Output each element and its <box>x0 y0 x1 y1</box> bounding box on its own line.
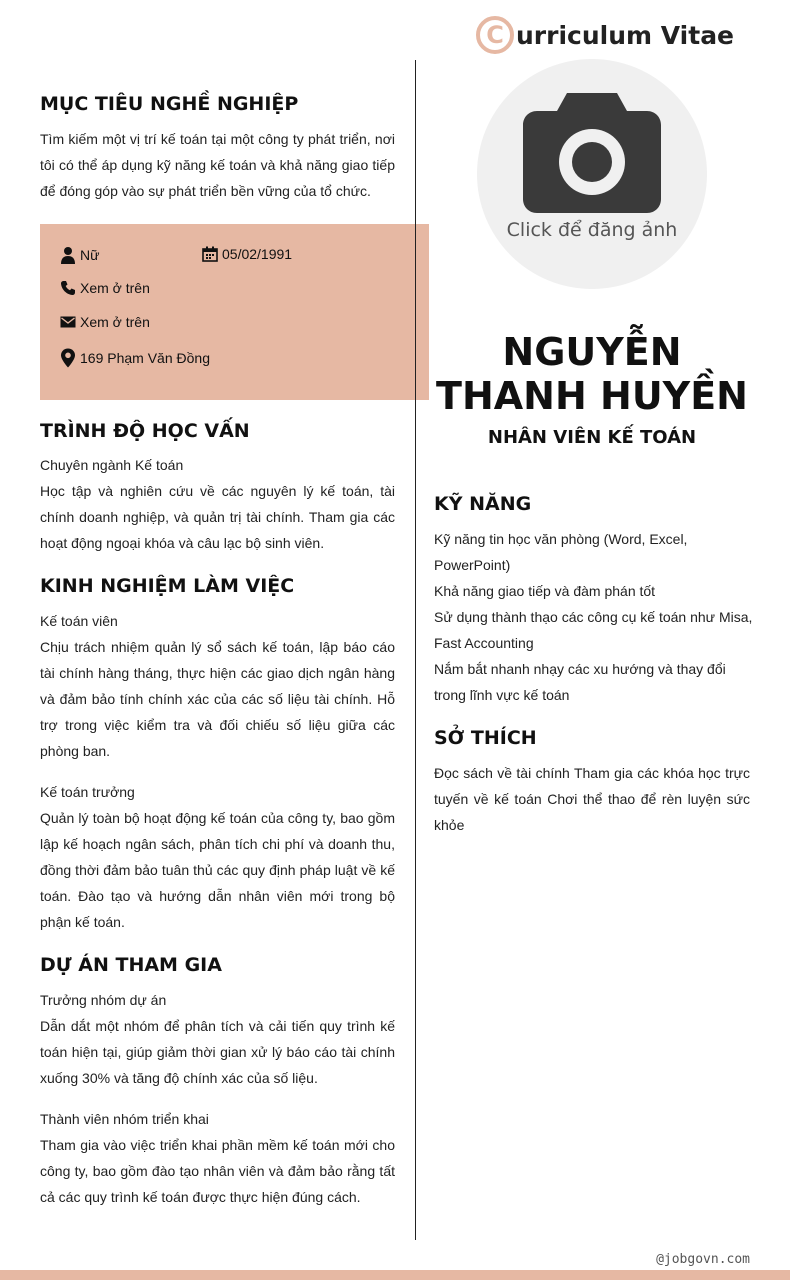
projects-title: DỰ ÁN THAM GIA <box>40 954 222 976</box>
gender-row <box>60 246 99 264</box>
logo-circle <box>476 16 514 54</box>
cv-logo <box>476 16 734 54</box>
person-icon <box>60 246 76 264</box>
footer-watermark: @jobgovn.com <box>656 1252 750 1267</box>
project-role: Thành viên nhóm triển khai <box>40 1111 209 1127</box>
envelope-icon <box>60 315 76 329</box>
camera-icon <box>523 93 661 213</box>
birthday-value: 05/02/1991 <box>222 246 293 262</box>
skill-item: Sử dụng thành thạo các công cụ kế toán như Misa, Fast Accounting <box>434 609 753 651</box>
email-row <box>60 314 150 330</box>
personal-info-box <box>40 224 429 400</box>
skill-item: Kỹ năng tin học văn phòng (Word, Excel, PowerPoint) <box>434 531 688 573</box>
skills-title: KỸ NĂNG <box>434 493 532 515</box>
calendar-icon <box>202 246 218 262</box>
logo-letter: C <box>486 21 504 49</box>
experience-role: Kế toán trưởng <box>40 784 135 800</box>
birthday-row <box>202 246 292 262</box>
email-value: Xem ở trên <box>80 314 150 330</box>
skill-item: Nắm bắt nhanh nhạy các xu hướng và thay đổi trong lĩnh vực kế toán <box>434 661 726 703</box>
gender-value: Nữ <box>80 247 100 263</box>
hobbies-text: Đọc sách về tài chính Tham gia các khóa học trực tuyến về kế toán Chơi thể thao để rèn luyện sức khỏe <box>434 765 750 833</box>
education-text: Học tập và nghiên cứu về các nguyên lý kế toán, tài chính doanh nghiệp, và quản trị tài chính. Tham gia các hoạt động ngoại khóa và câu lạc bộ sinh viên. <box>40 483 395 551</box>
column-divider <box>415 60 416 1240</box>
phone-row <box>60 280 150 296</box>
experience-description: Quản lý toàn bộ hoạt động kế toán của công ty, bao gồm lập kế hoạch ngân sách, phân tích chi phí và doanh thu, đồng thời đảm bảo tuân thủ các quy định pháp luật về kế toán. Đào tạo và hướng dẫn nhân viên mới trong bộ phận kế toán. <box>40 810 395 930</box>
skills-list <box>434 526 754 708</box>
experience-title: KINH NGHIỆM LÀM VIỆC <box>40 575 295 597</box>
experience-role: Kế toán viên <box>40 613 118 629</box>
project-role: Trưởng nhóm dự án <box>40 992 167 1008</box>
phone-icon <box>60 280 76 296</box>
photo-upload-label: Click để đăng ảnh <box>506 219 678 241</box>
experience-description: Chịu trách nhiệm quản lý sổ sách kế toán, lập báo cáo tài chính hàng tháng, thực hiện các giao dịch ngân hàng và đảm bảo tính chính xác của các số liệu tài chính. Hỗ trợ trong việc kiểm tra và đối chiếu số liệu giữa các phòng ban. <box>40 639 395 759</box>
candidate-job-title: NHÂN VIÊN KẾ TOÁN <box>487 427 697 448</box>
phone-value: Xem ở trên <box>80 280 150 296</box>
education-major: Chuyên ngành Kế toán <box>40 457 184 473</box>
candidate-name: NGUYỄN THANH HUYỀN <box>436 330 748 418</box>
project-description: Dẫn dắt một nhóm để phân tích và cải tiến quy trình kế toán hiện tại, giúp giảm thời gian xử lý báo cáo tài chính xuống 30% và tăng độ chính xác của số liệu. <box>40 1018 395 1086</box>
address-row <box>60 348 210 368</box>
skill-item: Khả năng giao tiếp và đàm phán tốt <box>434 583 656 599</box>
objective-text: Tìm kiếm một vị trí kế toán tại một công ty phát triển, nơi tôi có thể áp dụng kỹ năng kế toán và khả năng giao tiếp để đóng góp vào sự phát triển bền vững của tổ chức. <box>40 131 395 199</box>
logo-text: urriculum Vitae <box>516 20 735 50</box>
location-pin-icon <box>60 348 76 368</box>
education-title: TRÌNH ĐỘ HỌC VẤN <box>40 420 250 442</box>
footer-bar <box>0 1270 790 1280</box>
photo-upload[interactable] <box>477 59 707 289</box>
objective-title: MỤC TIÊU NGHỀ NGHIỆP <box>40 93 299 115</box>
hobbies-title: SỞ THÍCH <box>434 727 537 749</box>
address-value: 169 Phạm Văn Đồng <box>80 350 210 366</box>
project-description: Tham gia vào việc triển khai phần mềm kế toán mới cho công ty, bao gồm đào tạo nhân viên và đảm bảo rằng tất cả các quy trình kế toán được thực hiện đúng cách. <box>40 1137 395 1205</box>
